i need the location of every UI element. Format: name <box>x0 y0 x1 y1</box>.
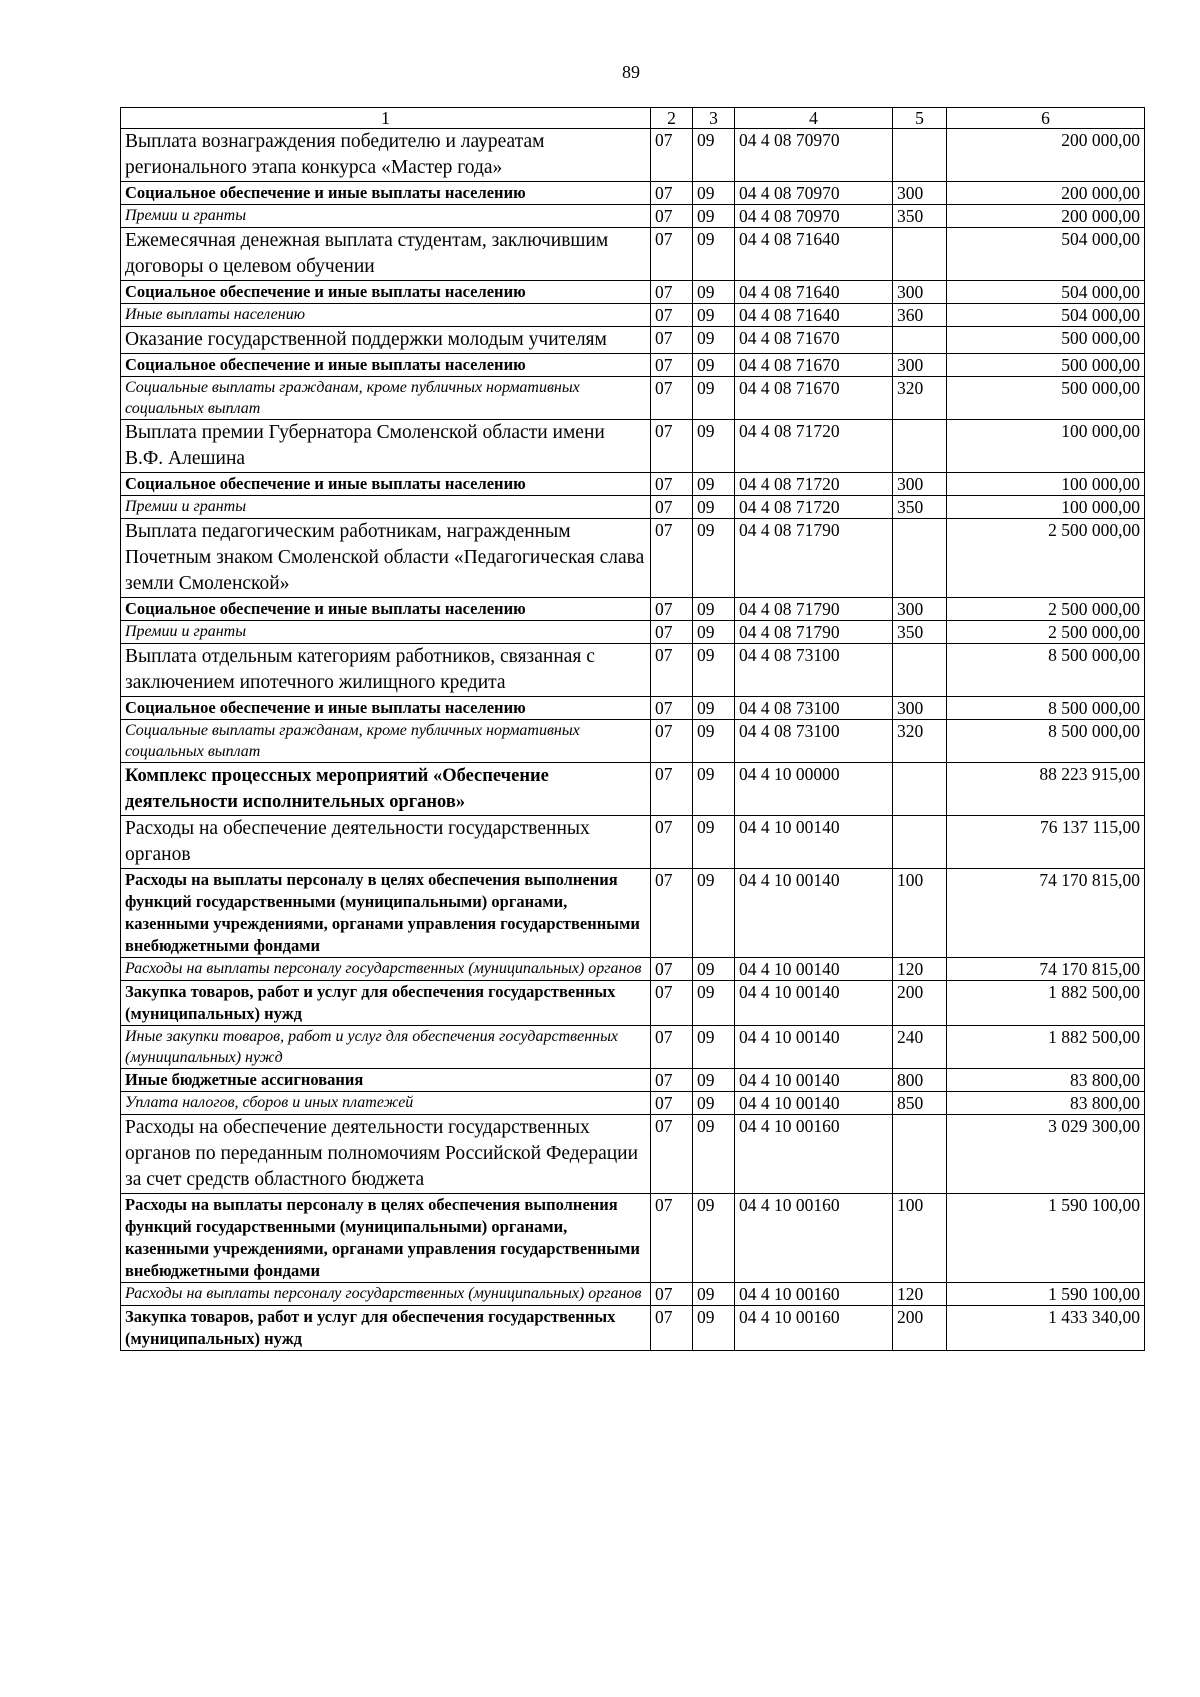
code-section-cell: 07 <box>651 205 693 228</box>
amount-cell: 2 500 000,00 <box>947 519 1145 598</box>
row-name-cell: Уплата налогов, сборов и иных платежей <box>121 1092 651 1115</box>
row-name-cell: Социальные выплаты гражданам, кроме публичных нормативных социальных выплат <box>121 377 651 420</box>
expense-type-cell: 320 <box>893 377 947 420</box>
amount-cell: 3 029 300,00 <box>947 1115 1145 1194</box>
page-number: 89 <box>622 62 640 82</box>
header-cell: 4 <box>735 108 893 129</box>
expense-type-cell: 300 <box>893 473 947 496</box>
amount-cell: 200 000,00 <box>947 205 1145 228</box>
code-subsection-cell: 09 <box>693 958 735 981</box>
row-name-cell: Оказание государственной поддержки молодым учителям <box>121 327 651 354</box>
row-name-cell: Премии и гранты <box>121 621 651 644</box>
code-subsection-cell: 09 <box>693 496 735 519</box>
target-article-cell: 04 4 10 00140 <box>735 981 893 1026</box>
table-row <box>121 1092 1145 1115</box>
table-row <box>121 1115 1145 1194</box>
code-subsection-cell: 09 <box>693 1306 735 1351</box>
code-section-cell: 07 <box>651 496 693 519</box>
code-subsection-cell: 09 <box>693 816 735 869</box>
target-article-cell: 04 4 08 73100 <box>735 720 893 763</box>
amount-cell: 2 500 000,00 <box>947 621 1145 644</box>
code-section-cell: 07 <box>651 281 693 304</box>
table-row <box>121 420 1145 473</box>
row-name-cell: Премии и гранты <box>121 496 651 519</box>
row-name-cell: Социальное обеспечение и иные выплаты населению <box>121 182 651 205</box>
row-name-cell: Социальное обеспечение и иные выплаты населению <box>121 697 651 720</box>
code-subsection-cell: 09 <box>693 129 735 182</box>
amount-cell: 88 223 915,00 <box>947 763 1145 816</box>
target-article-cell: 04 4 10 00000 <box>735 763 893 816</box>
row-name-cell: Закупка товаров, работ и услуг для обеспечения государственных (муниципальных) нужд <box>121 981 651 1026</box>
amount-cell: 100 000,00 <box>947 420 1145 473</box>
row-name-cell: Выплата педагогическим работникам, награжденным Почетным знаком Смоленской области «Педагогическая слава земли Смоленской» <box>121 519 651 598</box>
code-section-cell: 07 <box>651 354 693 377</box>
code-subsection-cell: 09 <box>693 621 735 644</box>
row-name-cell: Иные бюджетные ассигнования <box>121 1069 651 1092</box>
row-name-cell: Иные выплаты населению <box>121 304 651 327</box>
code-section-cell: 07 <box>651 1283 693 1306</box>
target-article-cell: 04 4 08 71640 <box>735 228 893 281</box>
code-subsection-cell: 09 <box>693 228 735 281</box>
code-section-cell: 07 <box>651 182 693 205</box>
table-row <box>121 354 1145 377</box>
row-name-cell: Социальное обеспечение и иные выплаты населению <box>121 354 651 377</box>
code-section-cell: 07 <box>651 377 693 420</box>
target-article-cell: 04 4 08 71790 <box>735 598 893 621</box>
amount-cell: 500 000,00 <box>947 354 1145 377</box>
code-section-cell: 07 <box>651 1115 693 1194</box>
amount-cell: 504 000,00 <box>947 281 1145 304</box>
code-subsection-cell: 09 <box>693 763 735 816</box>
expense-type-cell: 200 <box>893 1306 947 1351</box>
expense-type-cell <box>893 327 947 354</box>
table-body <box>121 129 1145 1351</box>
code-subsection-cell: 09 <box>693 1115 735 1194</box>
code-section-cell: 07 <box>651 327 693 354</box>
expense-type-cell <box>893 228 947 281</box>
row-name-cell: Комплекс процессных мероприятий «Обеспечение деятельности исполнительных органов» <box>121 763 651 816</box>
amount-cell: 1 882 500,00 <box>947 1026 1145 1069</box>
code-subsection-cell: 09 <box>693 182 735 205</box>
amount-cell: 200 000,00 <box>947 182 1145 205</box>
target-article-cell: 04 4 10 00140 <box>735 869 893 958</box>
code-section-cell: 07 <box>651 697 693 720</box>
expense-type-cell: 200 <box>893 981 947 1026</box>
table-row <box>121 816 1145 869</box>
code-section-cell: 07 <box>651 1092 693 1115</box>
code-section-cell: 07 <box>651 228 693 281</box>
table-row <box>121 519 1145 598</box>
amount-cell: 1 590 100,00 <box>947 1194 1145 1283</box>
code-section-cell: 07 <box>651 1194 693 1283</box>
code-subsection-cell: 09 <box>693 354 735 377</box>
table-row <box>121 1069 1145 1092</box>
header-cell: 2 <box>651 108 693 129</box>
table-row <box>121 129 1145 182</box>
expense-type-cell: 300 <box>893 354 947 377</box>
target-article-cell: 04 4 08 70970 <box>735 129 893 182</box>
expense-type-cell: 350 <box>893 621 947 644</box>
code-subsection-cell: 09 <box>693 281 735 304</box>
target-article-cell: 04 4 08 73100 <box>735 697 893 720</box>
target-article-cell: 04 4 08 71720 <box>735 420 893 473</box>
target-article-cell: 04 4 10 00160 <box>735 1115 893 1194</box>
code-section-cell: 07 <box>651 869 693 958</box>
expense-type-cell: 100 <box>893 869 947 958</box>
target-article-cell: 04 4 08 70970 <box>735 205 893 228</box>
code-section-cell: 07 <box>651 644 693 697</box>
code-section-cell: 07 <box>651 958 693 981</box>
amount-cell: 500 000,00 <box>947 377 1145 420</box>
expense-type-cell: 850 <box>893 1092 947 1115</box>
target-article-cell: 04 4 08 71790 <box>735 621 893 644</box>
code-subsection-cell: 09 <box>693 1026 735 1069</box>
table-row <box>121 697 1145 720</box>
expense-type-cell: 300 <box>893 598 947 621</box>
table-row <box>121 205 1145 228</box>
expense-type-cell: 300 <box>893 182 947 205</box>
target-article-cell: 04 4 10 00160 <box>735 1283 893 1306</box>
code-section-cell: 07 <box>651 473 693 496</box>
code-subsection-cell: 09 <box>693 420 735 473</box>
code-section-cell: 07 <box>651 519 693 598</box>
target-article-cell: 04 4 10 00140 <box>735 1069 893 1092</box>
expense-type-cell <box>893 644 947 697</box>
target-article-cell: 04 4 08 71640 <box>735 304 893 327</box>
row-name-cell: Социальное обеспечение и иные выплаты населению <box>121 598 651 621</box>
amount-cell: 504 000,00 <box>947 228 1145 281</box>
code-section-cell: 07 <box>651 129 693 182</box>
amount-cell: 74 170 815,00 <box>947 958 1145 981</box>
table-row <box>121 228 1145 281</box>
expense-type-cell: 350 <box>893 205 947 228</box>
code-subsection-cell: 09 <box>693 377 735 420</box>
table-row <box>121 496 1145 519</box>
row-name-cell: Ежемесячная денежная выплата студентам, заключившим договоры о целевом обучении <box>121 228 651 281</box>
code-subsection-cell: 09 <box>693 869 735 958</box>
code-subsection-cell: 09 <box>693 205 735 228</box>
code-section-cell: 07 <box>651 720 693 763</box>
table-row <box>121 981 1145 1026</box>
expense-type-cell: 240 <box>893 1026 947 1069</box>
target-article-cell: 04 4 08 71670 <box>735 354 893 377</box>
header-cell: 5 <box>893 108 947 129</box>
expense-type-cell: 800 <box>893 1069 947 1092</box>
expense-type-cell <box>893 763 947 816</box>
row-name-cell: Социальные выплаты гражданам, кроме публичных нормативных социальных выплат <box>121 720 651 763</box>
row-name-cell: Расходы на выплаты персоналу государственных (муниципальных) органов <box>121 958 651 981</box>
target-article-cell: 04 4 10 00140 <box>735 1092 893 1115</box>
target-article-cell: 04 4 08 71640 <box>735 281 893 304</box>
target-article-cell: 04 4 08 73100 <box>735 644 893 697</box>
amount-cell: 76 137 115,00 <box>947 816 1145 869</box>
row-name-cell: Расходы на выплаты персоналу в целях обеспечения выполнения функций государственными (муниципальными) органами, казенными учреждениями, органами управления государственными внебюджетными фондами <box>121 1194 651 1283</box>
table-row <box>121 377 1145 420</box>
row-name-cell: Расходы на обеспечение деятельности государственных органов по переданным полномочиям Российской Федерации за счет средств областного бюджета <box>121 1115 651 1194</box>
table-row <box>121 1306 1145 1351</box>
table-row <box>121 327 1145 354</box>
amount-cell: 83 800,00 <box>947 1069 1145 1092</box>
target-article-cell: 04 4 10 00140 <box>735 1026 893 1069</box>
code-section-cell: 07 <box>651 1069 693 1092</box>
table-row <box>121 281 1145 304</box>
code-section-cell: 07 <box>651 763 693 816</box>
amount-cell: 1 590 100,00 <box>947 1283 1145 1306</box>
table-row <box>121 1026 1145 1069</box>
code-section-cell: 07 <box>651 304 693 327</box>
code-subsection-cell: 09 <box>693 981 735 1026</box>
target-article-cell: 04 4 10 00160 <box>735 1306 893 1351</box>
table-row <box>121 1194 1145 1283</box>
header-row <box>121 108 1145 129</box>
table-row <box>121 869 1145 958</box>
amount-cell: 500 000,00 <box>947 327 1145 354</box>
amount-cell: 74 170 815,00 <box>947 869 1145 958</box>
expense-type-cell: 300 <box>893 697 947 720</box>
expense-type-cell: 100 <box>893 1194 947 1283</box>
table-row <box>121 720 1145 763</box>
amount-cell: 1 882 500,00 <box>947 981 1145 1026</box>
row-name-cell: Расходы на обеспечение деятельности государственных органов <box>121 816 651 869</box>
expense-type-cell: 300 <box>893 281 947 304</box>
amount-cell: 1 433 340,00 <box>947 1306 1145 1351</box>
amount-cell: 100 000,00 <box>947 496 1145 519</box>
expense-type-cell: 360 <box>893 304 947 327</box>
code-section-cell: 07 <box>651 981 693 1026</box>
expense-type-cell: 120 <box>893 1283 947 1306</box>
code-subsection-cell: 09 <box>693 1069 735 1092</box>
target-article-cell: 04 4 10 00140 <box>735 816 893 869</box>
amount-cell: 83 800,00 <box>947 1092 1145 1115</box>
code-section-cell: 07 <box>651 1026 693 1069</box>
target-article-cell: 04 4 08 71720 <box>735 496 893 519</box>
expense-type-cell <box>893 129 947 182</box>
code-subsection-cell: 09 <box>693 1283 735 1306</box>
code-section-cell: 07 <box>651 816 693 869</box>
row-name-cell: Социальное обеспечение и иные выплаты населению <box>121 473 651 496</box>
table-row <box>121 1283 1145 1306</box>
expense-type-cell <box>893 816 947 869</box>
code-section-cell: 07 <box>651 621 693 644</box>
table-row <box>121 182 1145 205</box>
code-subsection-cell: 09 <box>693 720 735 763</box>
table-row <box>121 304 1145 327</box>
amount-cell: 200 000,00 <box>947 129 1145 182</box>
code-subsection-cell: 09 <box>693 473 735 496</box>
expense-type-cell: 320 <box>893 720 947 763</box>
target-article-cell: 04 4 08 71720 <box>735 473 893 496</box>
row-name-cell: Премии и гранты <box>121 205 651 228</box>
code-section-cell: 07 <box>651 598 693 621</box>
expense-type-cell <box>893 1115 947 1194</box>
table-row <box>121 598 1145 621</box>
table-row <box>121 763 1145 816</box>
code-section-cell: 07 <box>651 420 693 473</box>
amount-cell: 100 000,00 <box>947 473 1145 496</box>
expense-type-cell: 120 <box>893 958 947 981</box>
target-article-cell: 04 4 08 71670 <box>735 327 893 354</box>
code-subsection-cell: 09 <box>693 697 735 720</box>
row-name-cell: Социальное обеспечение и иные выплаты населению <box>121 281 651 304</box>
expense-type-cell <box>893 420 947 473</box>
amount-cell: 504 000,00 <box>947 304 1145 327</box>
table-row <box>121 644 1145 697</box>
code-subsection-cell: 09 <box>693 644 735 697</box>
target-article-cell: 04 4 08 71670 <box>735 377 893 420</box>
code-subsection-cell: 09 <box>693 304 735 327</box>
target-article-cell: 04 4 10 00140 <box>735 958 893 981</box>
expense-type-cell: 350 <box>893 496 947 519</box>
code-subsection-cell: 09 <box>693 327 735 354</box>
header-cell: 3 <box>693 108 735 129</box>
code-subsection-cell: 09 <box>693 598 735 621</box>
amount-cell: 2 500 000,00 <box>947 598 1145 621</box>
code-subsection-cell: 09 <box>693 519 735 598</box>
table-row <box>121 473 1145 496</box>
target-article-cell: 04 4 08 70970 <box>735 182 893 205</box>
target-article-cell: 04 4 08 71790 <box>735 519 893 598</box>
code-subsection-cell: 09 <box>693 1194 735 1283</box>
budget-table <box>120 107 1145 1351</box>
row-name-cell: Закупка товаров, работ и услуг для обеспечения государственных (муниципальных) нужд <box>121 1306 651 1351</box>
row-name-cell: Иные закупки товаров, работ и услуг для обеспечения государственных (муниципальных) нужд <box>121 1026 651 1069</box>
target-article-cell: 04 4 10 00160 <box>735 1194 893 1283</box>
amount-cell: 8 500 000,00 <box>947 697 1145 720</box>
table-row <box>121 621 1145 644</box>
expense-type-cell <box>893 519 947 598</box>
code-section-cell: 07 <box>651 1306 693 1351</box>
row-name-cell: Выплата вознаграждения победителю и лауреатам регионального этапа конкурса «Мастер года» <box>121 129 651 182</box>
amount-cell: 8 500 000,00 <box>947 644 1145 697</box>
table-row <box>121 958 1145 981</box>
header-cell: 6 <box>947 108 1145 129</box>
row-name-cell: Выплата премии Губернатора Смоленской области имени В.Ф. Алешина <box>121 420 651 473</box>
amount-cell: 8 500 000,00 <box>947 720 1145 763</box>
code-subsection-cell: 09 <box>693 1092 735 1115</box>
row-name-cell: Расходы на выплаты персоналу в целях обеспечения выполнения функций государственными (муниципальными) органами, казенными учреждениями, органами управления государственными внебюджетными фондами <box>121 869 651 958</box>
row-name-cell: Выплата отдельным категориям работников, связанная с заключением ипотечного жилищного кредита <box>121 644 651 697</box>
row-name-cell: Расходы на выплаты персоналу государственных (муниципальных) органов <box>121 1283 651 1306</box>
header-cell: 1 <box>121 108 651 129</box>
